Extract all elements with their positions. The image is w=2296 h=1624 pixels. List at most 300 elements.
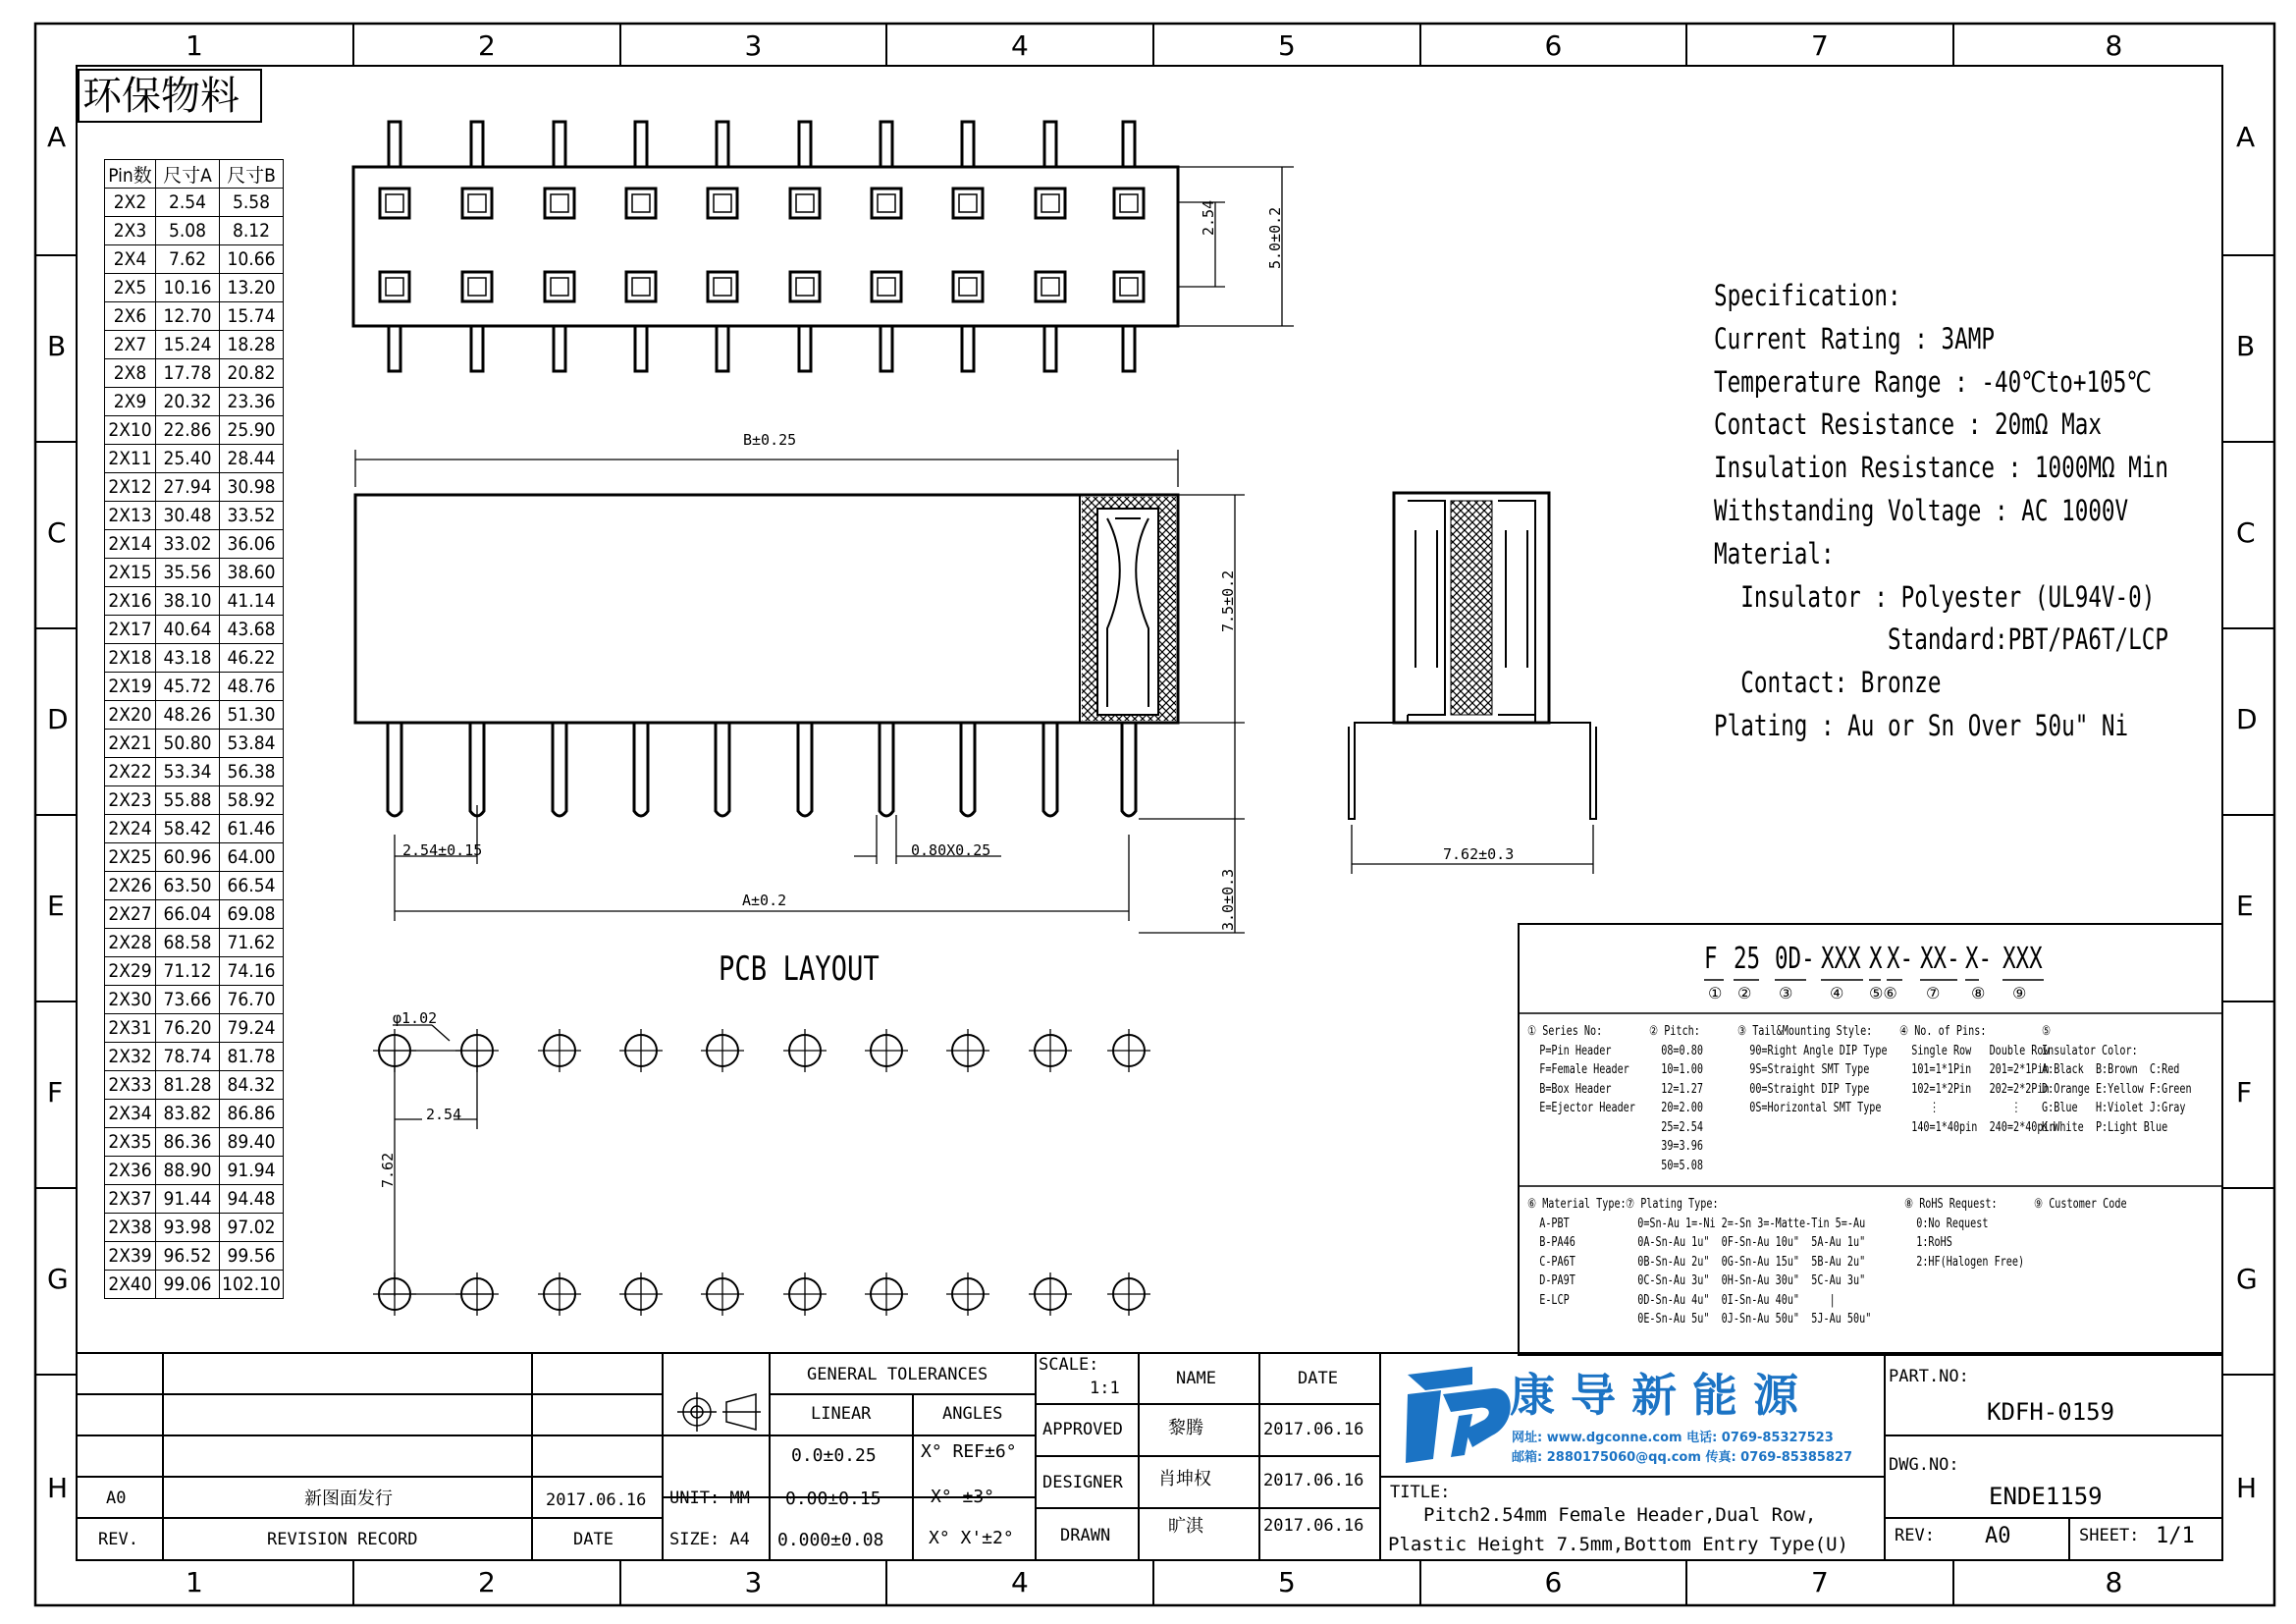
part-code-legend-line: C-PA6T [1527,1254,1575,1270]
revision-record-label: REVISION RECORD [267,1530,418,1549]
part-code-segment: X- [1965,942,1993,976]
contact-cavity [708,189,737,218]
rev-footer-label: REV: [1895,1526,1935,1545]
table-row [105,1128,284,1157]
pin-tail [1043,723,1057,816]
size-b-cell: 69.08 [220,900,284,929]
size-a-cell: 7.62 [156,245,220,274]
contact-cavity [790,272,820,301]
pin-count-cell: 2X35 [105,1128,156,1157]
size-a-cell: 25.40 [156,445,220,473]
pin-count-cell: 2X14 [105,530,156,559]
dim-pcb-row: 7.62 [379,1152,397,1188]
contact-cavity-inner [1120,278,1138,296]
part-code-marker: ② [1737,984,1752,1002]
contact-cavity-inner [1041,194,1059,212]
part-code-marker: ⑤⑥ [1869,984,1897,1002]
size-a-cell: 50.80 [156,730,220,758]
table-row [105,502,284,530]
pin-tail [389,122,400,167]
pin-count-cell: 2X22 [105,758,156,786]
pin-tail [471,122,483,167]
pin-count-cell: 2X36 [105,1157,156,1185]
table-header: 尺寸A [156,160,220,189]
dim-pcb-hole: φ1.02 [393,1009,438,1027]
size-a-cell: 60.96 [156,843,220,872]
tolerance-angle-1: X° REF±6° [921,1441,1017,1462]
grid-row-label: B [2236,330,2256,362]
size-b-cell: 10.66 [220,245,284,274]
part-code-legend-line: D-PA9T [1527,1273,1575,1288]
part-code-marker: ④ [1830,984,1844,1002]
size-b-cell: 30.98 [220,473,284,502]
unit-label: UNIT: MM [669,1489,750,1508]
size-b-cell: 99.56 [220,1242,284,1271]
part-code-legend-line: ② Pitch: [1649,1024,1700,1039]
size-b-cell: 5.58 [220,189,284,217]
rev-value: A0 [106,1489,127,1508]
date-column-label: DATE [1298,1369,1338,1388]
approved-label: APPROVED [1042,1420,1123,1439]
revision-description: 新图面发行 [304,1489,393,1509]
table-header-row [105,160,284,189]
tolerance-linear-3: 0.000±0.08 [777,1530,884,1550]
size-a-cell: 55.88 [156,786,220,815]
pin-tail [1044,326,1056,371]
part-code-legend-line: 20=2.00 [1649,1101,1703,1115]
size-a-cell: 96.52 [156,1242,220,1271]
part-code-legend-line: 2:HF(Halogen Free) [1904,1254,2025,1270]
size-a-cell: 43.18 [156,644,220,673]
linear-label: LINEAR [811,1404,872,1424]
size-a-cell: 22.86 [156,416,220,445]
spec-line: Standard:PBT/PA6T/LCP [1714,623,2169,657]
part-code-legend-line: 0=Sn-Au 1=-Ni 2=-Sn 3=-Matte-Tin 5=-Au [1626,1216,1866,1231]
contact-cavity-inner [468,194,486,212]
part-code-legend-line: ⑧ RoHS Request: [1904,1197,1998,1212]
contact-cavity [1036,272,1065,301]
pin-tail [799,326,811,371]
pin-count-cell: 2X11 [105,445,156,473]
part-code-segment: F [1704,942,1718,976]
contact-cavity-inner [1041,278,1059,296]
contact-cavity-inner [959,278,977,296]
size-b-cell: 81.78 [220,1043,284,1071]
contact-cavity-inner [714,194,731,212]
grid-row-label: A [47,121,67,153]
pin-count-cell: 2X37 [105,1185,156,1214]
part-code-legend-line: K:White P:Light Blue [2042,1119,2168,1135]
part-code-legend-line: 12=1.27 [1649,1081,1703,1097]
eco-material-stamp: 环保物料 [82,74,240,119]
size-a-cell: 53.34 [156,758,220,786]
part-code-legend-line: ⑤ [2042,1024,2052,1039]
grid-row-label: G [2236,1263,2258,1295]
part-code-segment: XX- [1920,942,1960,976]
pin-tail [962,326,974,371]
size-a-cell: 91.44 [156,1185,220,1214]
size-b-cell: 13.20 [220,274,284,302]
tolerance-linear-2: 0.00±0.15 [785,1489,881,1509]
contact-cavity [380,189,409,218]
contact-cavity [462,189,492,218]
approved-name: 黎腾 [1168,1418,1203,1438]
table-row [105,1214,284,1242]
size-b-cell: 51.30 [220,701,284,730]
spec-line: Current Rating : 3AMP [1714,321,1995,355]
size-a-cell: 71.12 [156,957,220,986]
part-code-legend-line: ① Series No: [1527,1024,1603,1039]
grid-row-label: B [47,330,67,362]
part-code-legend-line: ④ No. of Pins: [1899,1024,1987,1039]
contact-cavity [1114,189,1144,218]
size-a-cell: 10.16 [156,274,220,302]
size-a-cell: 17.78 [156,359,220,388]
part-code-legend-line: 90=Right Angle DIP Type [1737,1043,1888,1058]
contact-cavity-inner [1120,194,1138,212]
size-a-cell: 63.50 [156,872,220,900]
table-row [105,701,284,730]
table-row [105,929,284,957]
grid-row-label: H [2236,1471,2258,1504]
size-b-cell: 46.22 [220,644,284,673]
contact-cavity-inner [796,278,814,296]
pin-tail [471,326,483,371]
pin-tail [717,122,728,167]
size-label: SIZE: A4 [669,1530,750,1549]
part-code-legend-line: B-PA46 [1527,1235,1575,1250]
contact-cavity [953,272,983,301]
grid-column-label: 5 [1278,29,1296,62]
size-a-cell: 2.54 [156,189,220,217]
contact-cavity [545,189,574,218]
size-a-cell: 20.32 [156,388,220,416]
tolerance-angle-3: X° X'±2° [929,1528,1014,1548]
part-code-segment: 0D- [1775,942,1815,976]
size-b-cell: 58.92 [220,786,284,815]
part-code-marker: ⑦ [1926,984,1941,1002]
part-code-marker: ③ [1779,984,1793,1002]
size-b-cell: 18.28 [220,331,284,359]
size-a-cell: 68.58 [156,929,220,957]
size-a-cell: 12.70 [156,302,220,331]
designer-date: 2017.06.16 [1263,1471,1364,1490]
size-b-cell: 23.36 [220,388,284,416]
size-a-cell: 30.48 [156,502,220,530]
size-a-cell: 15.24 [156,331,220,359]
rev-footer-value: A0 [1985,1524,2011,1548]
tolerance-angle-2: X° ±3° [931,1487,995,1507]
pin-count-cell: 2X21 [105,730,156,758]
grid-column-label: 3 [744,1566,763,1598]
size-b-cell: 84.32 [220,1071,284,1100]
pin-tail [881,122,892,167]
size-b-cell: 94.48 [220,1185,284,1214]
pin-tail [1044,122,1056,167]
table-header: 尺寸B [220,160,284,189]
name-column-label: NAME [1176,1369,1216,1388]
grid-column-label: 1 [186,29,203,62]
contact-cavity [953,189,983,218]
pin-count-cell: 2X18 [105,644,156,673]
table-row [105,302,284,331]
pin-count-cell: 2X24 [105,815,156,843]
table-row [105,1185,284,1214]
size-b-cell: 15.74 [220,302,284,331]
dim-row-spacing: 7.62±0.3 [1443,845,1515,863]
spec-line: Plating : Au or Sn Over 50u" Ni [1714,709,2129,742]
contact-cavity [462,272,492,301]
size-a-cell: 40.64 [156,616,220,644]
table-row [105,274,284,302]
table-row [105,786,284,815]
table-row [105,1157,284,1185]
size-b-cell: 91.94 [220,1157,284,1185]
spec-line: Withstanding Voltage : AC 1000V [1714,494,2129,527]
contact-cavity [708,272,737,301]
size-b-cell: 33.52 [220,502,284,530]
table-row [105,1100,284,1128]
part-code-legend-line: 0A-Sn-Au 1u" 0F-Sn-Au 10u" 5A-Au 1u" [1626,1235,1866,1250]
part-code-legend-line: A:Black B:Brown C:Red [2042,1062,2180,1077]
size-a-cell: 93.98 [156,1214,220,1242]
part-code-marker: ⑨ [2012,984,2027,1002]
size-a-cell: 73.66 [156,986,220,1014]
grid-column-label: 4 [1011,29,1029,62]
grid-column-label: 6 [1544,29,1563,62]
table-row [105,900,284,929]
pin-tail [635,326,647,371]
size-a-cell: 78.74 [156,1043,220,1071]
pin-tail [716,723,729,816]
dwg-no-value: ENDE1159 [1989,1483,2103,1510]
grid-row-label: D [47,703,69,735]
size-a-cell: 99.06 [156,1271,220,1299]
contact-cavity-inner [386,278,403,296]
part-code-legend-line: P=Pin Header [1527,1043,1612,1058]
dim-pitch-side: 2.54±0.15 [402,841,483,859]
size-b-cell: 53.84 [220,730,284,758]
part-code-segment: XXX [2002,942,2043,976]
grid-column-label: 5 [1278,1566,1296,1598]
contact-cavity-inner [959,194,977,212]
size-a-cell: 66.04 [156,900,220,929]
contact-cavity-inner [632,278,650,296]
part-code-marker: ⑧ [1971,984,1986,1002]
part-code-legend-line: ⋮ ⋮ [1899,1101,2022,1115]
part-code-legend-line: D:Orange E:Yellow F:Green [2042,1081,2192,1097]
pin-count-cell: 2X33 [105,1071,156,1100]
table-row [105,616,284,644]
part-code-legend-line: 08=0.80 [1649,1043,1703,1058]
part-code-legend-line: 9S=Straight SMT Type [1737,1062,1870,1077]
size-a-cell: 45.72 [156,673,220,701]
table-row [105,473,284,502]
pin-count-cell: 2X13 [105,502,156,530]
size-b-cell: 61.46 [220,815,284,843]
part-code-legend-line: 0S=Horizontal SMT Type [1737,1101,1882,1115]
size-b-cell: 66.54 [220,872,284,900]
pin-tail [389,326,400,371]
grid-row-label: D [2236,703,2258,735]
part-code-legend-line: F=Female Header [1527,1062,1629,1077]
table-row [105,530,284,559]
table-row [105,331,284,359]
size-b-cell: 38.60 [220,559,284,587]
table-row [105,559,284,587]
size-a-cell: 83.82 [156,1100,220,1128]
size-a-cell: 76.20 [156,1014,220,1043]
pin-count-cell: 2X12 [105,473,156,502]
grid-row-label: A [2236,121,2256,153]
table-row [105,359,284,388]
pin-count-cell: 2X32 [105,1043,156,1071]
table-row [105,815,284,843]
pin-tail [798,723,812,816]
part-code-legend-line: E-LCP [1527,1292,1570,1308]
grid-column-label: 2 [478,1566,496,1598]
grid-column-label: 7 [1811,29,1829,62]
size-b-cell: 89.40 [220,1128,284,1157]
table-row [105,1071,284,1100]
table-row [105,730,284,758]
drawn-name: 旷淇 [1168,1516,1203,1537]
grid-row-label: F [2236,1076,2253,1109]
table-row [105,872,284,900]
size-b-cell: 36.06 [220,530,284,559]
pin-count-cell: 2X10 [105,416,156,445]
part-code-legend-line: 0B-Sn-Au 2u" 0G-Sn-Au 15u" 5B-Au 2u" [1626,1254,1866,1270]
drawn-label: DRAWN [1060,1526,1111,1545]
size-b-cell: 48.76 [220,673,284,701]
size-a-cell: 58.42 [156,815,220,843]
date-label: DATE [573,1530,614,1549]
contact-cavity [790,189,820,218]
grid-column-label: 6 [1544,1566,1563,1598]
size-b-cell: 56.38 [220,758,284,786]
table-row [105,986,284,1014]
pin-tail [880,723,893,816]
grid-column-label: 8 [2105,1566,2123,1598]
part-no-value: KDFH-0159 [1987,1398,2115,1426]
dim-tail-length: 3.0±0.3 [1219,868,1237,931]
table-row [105,217,284,245]
part-code-segment: X- [1887,942,1914,976]
pin-count-cell: 2X27 [105,900,156,929]
spec-line: Insulation Resistance : 1000MΩ Min [1714,451,2169,485]
table-row [105,445,284,473]
approved-date: 2017.06.16 [1263,1420,1364,1439]
part-code-legend-line: B=Box Header [1527,1081,1612,1097]
pin-count-cell: 2X17 [105,616,156,644]
grid-row-label: C [2236,516,2256,549]
size-a-cell: 33.02 [156,530,220,559]
pin-count-cell: 2X5 [105,274,156,302]
size-a-cell: 88.90 [156,1157,220,1185]
table-row [105,245,284,274]
title-line-1: Pitch2.54mm Female Header,Dual Row, [1423,1504,1817,1526]
contact-cavity-inner [714,278,731,296]
angles-label: ANGLES [942,1404,1003,1424]
pin-count-cell: 2X23 [105,786,156,815]
size-a-cell: 81.28 [156,1071,220,1100]
contact-cavity [626,189,656,218]
size-b-cell: 76.70 [220,986,284,1014]
part-code-legend-line: 39=3.96 [1649,1139,1703,1154]
pin-dimension-table [104,159,284,1299]
size-b-cell: 97.02 [220,1214,284,1242]
pin-count-cell: 2X8 [105,359,156,388]
pin-count-cell: 2X16 [105,587,156,616]
tolerance-linear-1: 0.0±0.25 [791,1445,877,1466]
part-code-legend-line: 0C-Sn-Au 3u" 0H-Sn-Au 30u" 5C-Au 3u" [1626,1273,1866,1288]
pin-count-cell: 2X31 [105,1014,156,1043]
contact-cavity [872,272,901,301]
pin-tail [554,326,565,371]
size-b-cell: 25.90 [220,416,284,445]
part-code-legend-line: Insulator Color: [2042,1043,2138,1058]
part-code-legend-line: Single Row Double Row [1899,1043,2050,1058]
pin-tail [388,723,401,816]
grid-column-label: 2 [478,29,496,62]
contact-cavity-inner [551,278,568,296]
part-code-legend-line: ⑨ Customer Code [2034,1197,2127,1212]
size-b-cell: 71.62 [220,929,284,957]
dim-top-height: 5.0±0.2 [1266,206,1284,269]
dwg-no-label: DWG.NO: [1889,1455,1959,1475]
pin-count-cell: 2X9 [105,388,156,416]
part-code-legend-line: 0:No Request [1904,1216,1989,1231]
size-a-cell: 35.56 [156,559,220,587]
pin-count-cell: 2X39 [105,1242,156,1271]
company-contact-2: 邮箱: 2880175060@qq.com 传真: 0769-85385827 [1512,1450,1853,1465]
part-no-label: PART.NO: [1889,1367,1969,1386]
grid-row-label: E [47,890,65,922]
table-header: Pin数 [105,160,156,189]
pin-count-cell: 2X34 [105,1100,156,1128]
designer-label: DESIGNER [1042,1473,1123,1492]
contact-cavity [1114,272,1144,301]
pin-tail [881,326,892,371]
table-row [105,758,284,786]
pin-count-cell: 2X4 [105,245,156,274]
title-line-2: Plastic Height 7.5mm,Bottom Entry Type(U) [1388,1534,1848,1555]
grid-column-label: 3 [744,29,763,62]
part-code-legend-line: A-PBT [1527,1216,1570,1231]
part-code-legend-line: ⑦ Plating Type: [1626,1197,1719,1212]
part-code-legend-line: 0D-Sn-Au 4u" 0I-Sn-Au 40u" | [1626,1292,1836,1308]
table-row [105,957,284,986]
pin-count-cell: 2X19 [105,673,156,701]
contact-cavity-inner [878,194,895,212]
part-code-segment: 25 [1734,942,1761,976]
part-code-legend-line: 140=1*40pin 240=2*40pin [1899,1119,2056,1135]
part-code-legend-line: 101=1*1Pin 201=2*1Pin [1899,1062,2050,1077]
pin-tail [635,122,647,167]
contact-cavity [626,272,656,301]
part-code-legend-line: 00=Straight DIP Type [1737,1081,1870,1097]
dim-a-width: A±0.2 [742,892,787,909]
pin-tail [1122,723,1136,816]
pin-tail [554,122,565,167]
size-b-cell: 41.14 [220,587,284,616]
company-logo [1406,1367,1511,1463]
contact-cavity [545,272,574,301]
size-b-cell: 74.16 [220,957,284,986]
grid-column-label: 4 [1011,1566,1029,1598]
drawn-date: 2017.06.16 [1263,1516,1364,1536]
contact-cavity-inner [878,278,895,296]
